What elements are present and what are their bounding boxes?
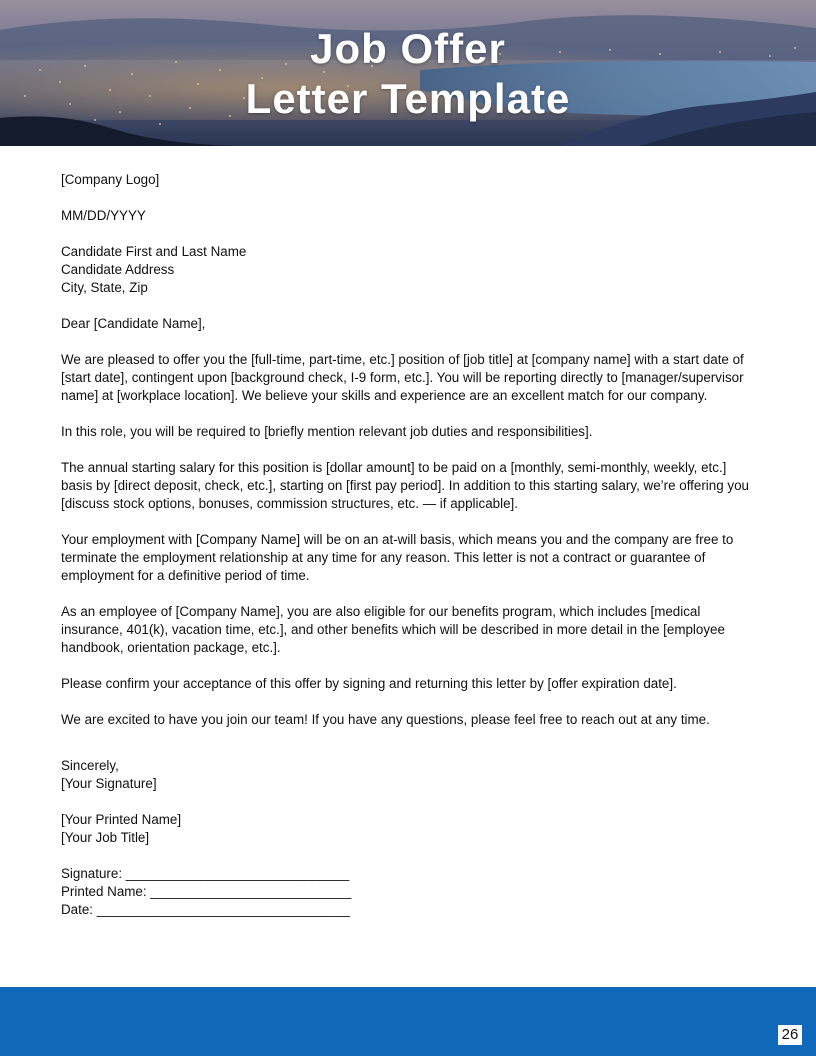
your-printed-name: [Your Printed Name]: [61, 812, 182, 827]
page-title: [0, 24, 816, 124]
page-number: 26: [778, 1025, 802, 1045]
date-line: Date: __________________________________: [61, 902, 350, 917]
candidate-city: City, State, Zip: [61, 280, 148, 295]
company-logo-placeholder: [Company Logo]: [61, 172, 160, 187]
salutation: Dear [Candidate Name],: [61, 316, 206, 331]
signature-line: Signature: ______________________________: [61, 866, 350, 881]
paragraph-salary: The annual starting salary for this position is [dollar amount] to be paid on a [monthly, semi-monthly, weekly, etc.] basis by [direct deposit, check, etc.], starting on [first pay period]. In addition to this starting salary, we’re offering you [discuss stock options, bonuses, commission structures, etc. — if applicable].: [61, 460, 749, 511]
paragraph-benefits: As an employee of [Company Name], you are also eligible for our benefits program, which includes [medical insurance, 401(k), vacation time, etc.], and other benefits which will be described in more detail in the [employee handbook, orientation package, etc.].: [61, 604, 725, 655]
paragraph-closing: We are excited to have you join our team! If you have any questions, please feel free to reach out at any time.: [61, 712, 710, 727]
your-signature: [Your Signature]: [61, 776, 157, 791]
candidate-address: Candidate Address: [61, 262, 175, 277]
letter-body: [61, 171, 761, 919]
letter-date: MM/DD/YYYY: [61, 208, 146, 223]
paragraph-role: In this role, you will be required to [briefly mention relevant job duties and responsibilities].: [61, 424, 593, 439]
sign-off: Sincerely,: [61, 758, 119, 773]
paragraph-at-will: Your employment with [Company Name] will be on an at-will basis, which means you and the company are free to terminate the employment relationship at any time for any reason. This letter is not a contract or guarantee of employment for a definitive period of time.: [61, 532, 734, 583]
printed-name-line: Printed Name: ___________________________: [61, 884, 352, 899]
header-banner: [0, 0, 816, 146]
candidate-name: Candidate First and Last Name: [61, 244, 247, 259]
footer-bar: [0, 987, 816, 1056]
your-job-title: [Your Job Title]: [61, 830, 150, 845]
title-line-1: Job Offer: [310, 25, 506, 72]
title-line-2: Letter Template: [245, 75, 571, 122]
paragraph-confirm: Please confirm your acceptance of this offer by signing and returning this letter by [offer expiration date].: [61, 676, 677, 691]
paragraph-offer: We are pleased to offer you the [full-time, part-time, etc.] position of [job title] at [company name] with a start date of [start date], contingent upon [background check, I-9 form, etc.]. You will be reporting directly to [manager/supervisor name] at [workplace location]. We believe your skills and experience are an excellent match for our company.: [61, 352, 744, 403]
